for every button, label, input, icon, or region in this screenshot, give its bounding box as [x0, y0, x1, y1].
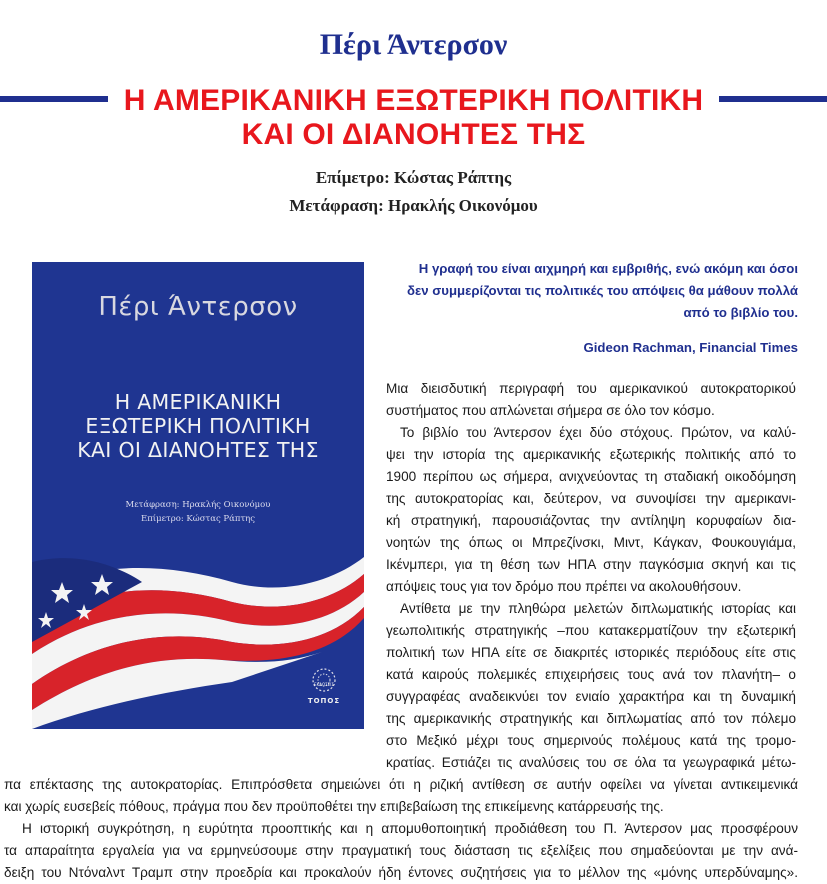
text-line: δειξη του Ντόναλντ Τραμπ στην προεδρία και προκαλούν ήδη έντονες συζητήσεις για το μέλλον της «μόνης υπερδύναμης». [4, 865, 798, 880]
quote-line: από το βιβλίο του. [683, 305, 798, 320]
text-line: τα απαραίτητα εργαλεία για να ερμηνεύσουμε στην πραγματική τους διάσταση τις εξελίξεις που σημαδεύονται με την ανά- [4, 843, 798, 858]
review-quote [384, 258, 798, 324]
text-line: κρατίας. Εστιάζει τις αναλύσεις του σε όλα τα γεωγραφικά μέτω- [386, 755, 796, 770]
right-blue-band [719, 96, 827, 102]
text-line: 1900 περίπου ως σήμερα, ανιχνεύοντας τη σταδιακή οικοδόμηση [386, 469, 796, 484]
cover-title-line: ΕΞΩΤΕΡΙΚΗ ΠΟΛΙΤΙΚΗ [85, 414, 311, 438]
cover-author: Πέρι Άντερσον [98, 292, 298, 322]
book-title-line-1: Η ΑΜΕΡΙΚΑΝΙΚΗ ΕΞΩΤΕΡΙΚΗ ΠΟΛΙΤΙΚΗ [123, 84, 704, 117]
book-cover [32, 262, 364, 729]
text-line: κατά καιρούς πολεμικές επιχειρήσεις τους ανά τον πλανήτη– ο [386, 667, 796, 682]
author-name: Πέρι Άντερσον [319, 28, 508, 61]
afterword-credit: Επίμετρο: Κώστας Ράπτης [315, 168, 512, 187]
text-line: στο Μεξικό μέχρι τους σημερινούς πολέμους κατά της τρομο- [386, 733, 796, 748]
translation-credit: Μετάφραση: Ηρακλής Οικονόμου [289, 196, 538, 215]
quote-source: Gideon Rachman, Financial Times [583, 340, 798, 355]
text-line: Η ιστορική συγκρότηση, η ευρύτητα προοπτικής και η απομυθοποιητική προδιάθεση του Π. Άντερσον μας προσφέρουν [22, 821, 798, 836]
text-line: ψει την ιστορία της αμερικανικής εξωτερικής πολιτικής από το [386, 447, 796, 462]
text-line: συστήματος που απλώνεται σήμερα σε όλο τον κόσμο. [386, 403, 715, 418]
text-line: Μια διεισδυτική περιγραφή του αμερικανικού αυτοκρατορικού [386, 381, 796, 396]
cover-title-line: Η ΑΜΕΡΙΚΑΝΙΚΗ [114, 390, 282, 414]
text-line: απόψεις τους για τον δρόμο που πρέπει να ακολουθήσουν. [386, 579, 742, 594]
publisher-logo [302, 682, 346, 705]
text-line: νοητών της όπως οι Μπρεζίνσκι, Μιντ, Κάγκαν, Φουκουγιάμα, [386, 535, 796, 550]
text-line: της αυτοκρατορίας και, δεύτερον, να συνοψίσει την αμερικανι- [386, 491, 796, 506]
quote-line: δεν συμμερίζονται τις πολιτικές του απόψεις θα μάθουν πολλά [407, 283, 798, 298]
flag-stripes-graphic [32, 262, 364, 729]
cover-title-line: ΚΑΙ ΟΙ ΔΙΑΝΟΗΤΕΣ ΤΗΣ [77, 438, 319, 462]
quote-line: Η γραφή του είναι αιχμηρή και εμβριθής, ενώ ακόμη και όσοι [418, 261, 798, 276]
text-line: γεωπολιτικής στρατηγικής –που κατακερματίζουν την εξωτερική [386, 623, 796, 638]
text-line: της αμερικανικής στρατηγικής και διπλωματίας από τον πόλεμο [386, 711, 796, 726]
text-line: Ικένμπερι, για τη θέση των ΗΠΑ στην παγκόσμια σκηνή και τις [386, 557, 796, 572]
text-line: συγγραφέας αναδεικνύει τον ενιαίο χαρακτήρα και τη δυναμική [386, 689, 796, 704]
book-title-line-2: ΚΑΙ ΟΙ ΔΙΑΝΟΗΤΕΣ ΤΗΣ [241, 118, 586, 151]
text-line: Το βιβλίο του Άντερσον έχει δύο στόχους. Πρώτον, να καλύ- [400, 425, 796, 440]
publisher-name: ΤΟΠΟΣ [307, 697, 341, 705]
text-line: πολιτική των ΗΠΑ είτε σε διακριτές ιστορικές περιόδους είτε στις [386, 645, 796, 660]
cover-translation: Μετάφραση: Ηρακλής Οικονόμου [125, 500, 271, 510]
text-line: και χωρίς ευσεβείς πόθους, πράγμα που δεν προϋποθέτει την επιβεβαίωση της επικείμενης κατάρρευσής της. [4, 799, 664, 814]
text-line: Αντίθετα με την πληθώρα μελετών διπλωματικής ιστορίας και [400, 601, 796, 616]
cover-afterword: Επίμετρο: Κώστας Ράπτης [140, 514, 256, 524]
text-line: πα επέκτασης της αυτοκρατορίας. Επιπρόσθετα σημειώνει ότι η ριζική αντίθεση σε αυτήν οφείλει να γίνεται αντικειμενικά [4, 777, 798, 792]
text-line: κή στρατηγική, παρουσιάζοντας την αντίληψη κορυφαίων δια- [386, 513, 796, 528]
publisher-label: ΕΚΔΟΣΕΙΣ [314, 682, 334, 687]
left-blue-band [0, 96, 108, 102]
